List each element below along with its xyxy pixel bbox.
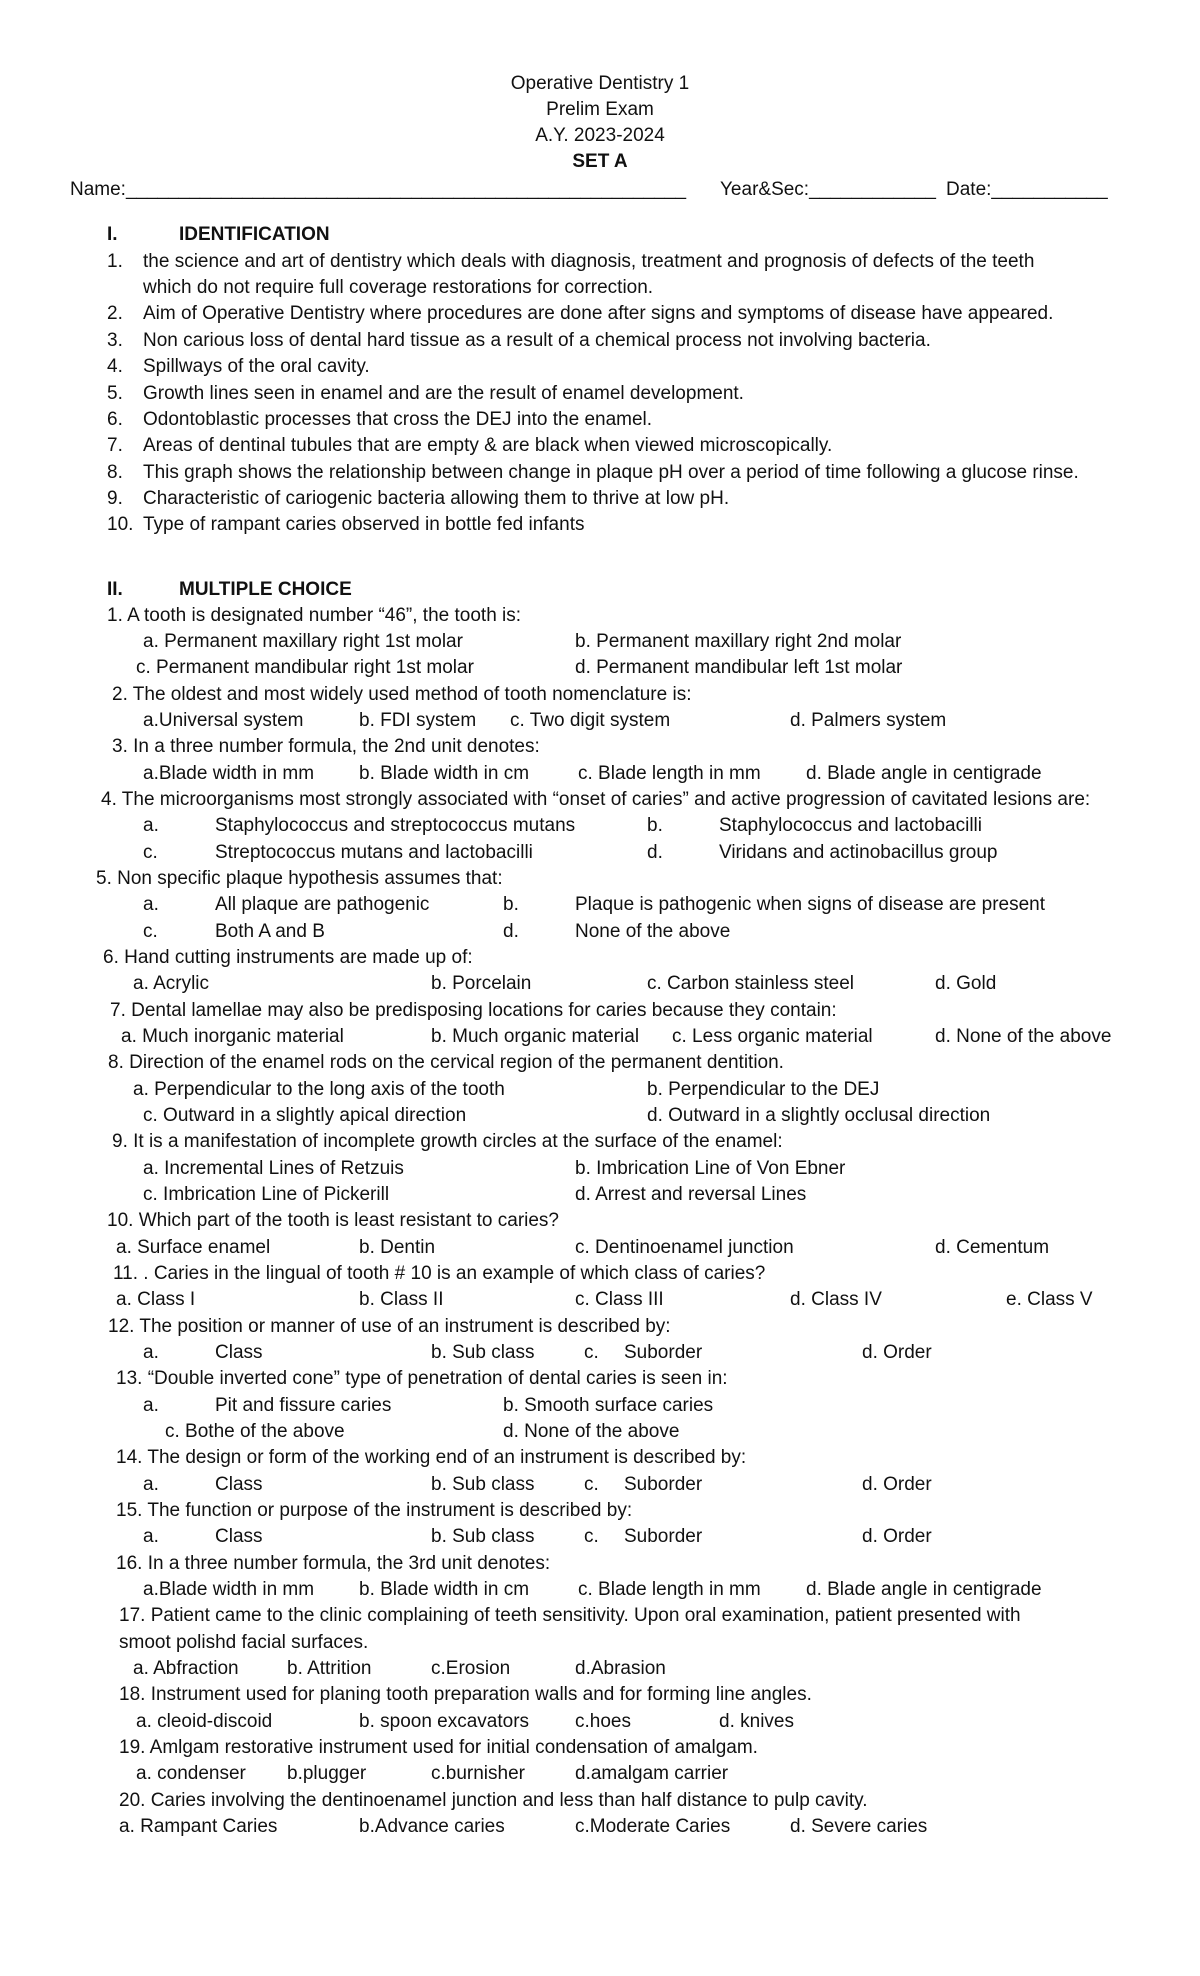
multiple-choice-line: c. <box>143 842 158 863</box>
multiple-choice-line: b. Permanent maxillary right 2nd molar <box>575 631 902 652</box>
multiple-choice-line: Suborder <box>624 1474 703 1495</box>
identification-item-number: 5. <box>107 383 123 404</box>
multiple-choice-line: 14. The design or form of the working end of an instrument is described by: <box>116 1447 747 1468</box>
multiple-choice-line: c.Moderate Caries <box>575 1816 731 1837</box>
multiple-choice-line: b. Sub class <box>431 1526 535 1547</box>
multiple-choice-line: b. Perpendicular to the DEJ <box>647 1079 880 1100</box>
multiple-choice-line: c. Less organic material <box>672 1026 873 1047</box>
multiple-choice-line: Class <box>215 1526 263 1547</box>
multiple-choice-line: 7. Dental lamellae may also be predisposing locations for caries because they contain: <box>110 1000 837 1021</box>
multiple-choice-line: smoot polishd facial surfaces. <box>119 1632 369 1653</box>
multiple-choice-line: b. Dentin <box>359 1237 436 1258</box>
course-title: Operative Dentistry 1 <box>510 73 690 94</box>
multiple-choice-line: a.Universal system <box>143 710 304 731</box>
multiple-choice-line: 1. A tooth is designated number “46”, the tooth is: <box>107 605 522 626</box>
multiple-choice-line: c. <box>584 1342 599 1363</box>
multiple-choice-line: b. FDI system <box>359 710 477 731</box>
multiple-choice-line: Staphylococcus and lactobacilli <box>719 815 982 836</box>
multiple-choice-line: c. Carbon stainless steel <box>647 973 854 994</box>
multiple-choice-line: d. Permanent mandibular left 1st molar <box>575 657 903 678</box>
multiple-choice-line: d. knives <box>719 1711 794 1732</box>
identification-item-number: 2. <box>107 303 123 324</box>
multiple-choice-line: 13. “Double inverted cone” type of penetration of dental caries is seen in: <box>116 1368 728 1389</box>
multiple-choice-line: d. Outward in a slightly occlusal direction <box>647 1105 991 1126</box>
multiple-choice-line: a. Acrylic <box>133 973 210 994</box>
multiple-choice-line: c. Two digit system <box>510 710 671 731</box>
multiple-choice-line: a. Surface enamel <box>116 1237 271 1258</box>
multiple-choice-line: c. Blade length in mm <box>578 763 761 784</box>
identification-item-text: Aim of Operative Dentistry where procedures are done after signs and symptoms of disease have appeared. <box>143 303 1054 324</box>
identification-item-text: Non carious loss of dental hard tissue as a result of a chemical process not involving bacteria. <box>143 330 931 351</box>
identification-item-text: This graph shows the relationship between change in plaque pH over a period of time following a glucose rinse. <box>143 462 1079 483</box>
multiple-choice-line: a. <box>143 1342 159 1363</box>
multiple-choice-line: d. Palmers system <box>790 710 947 731</box>
multiple-choice-line: b. Blade width in cm <box>359 763 530 784</box>
identification-item-text: Odontoblastic processes that cross the DEJ into the enamel. <box>143 409 653 430</box>
multiple-choice-line: a. Rampant Caries <box>119 1816 278 1837</box>
multiple-choice-line: b. <box>647 815 663 836</box>
identification-item-text: the science and art of dentistry which deals with diagnosis, treatment and prognosis of defects of the teeth <box>143 251 1035 272</box>
multiple-choice-line: c.Erosion <box>431 1658 511 1679</box>
identification-item-number: 8. <box>107 462 123 483</box>
multiple-choice-line: b. Porcelain <box>431 973 532 994</box>
multiple-choice-line: a. <box>143 894 159 915</box>
multiple-choice-line: b. Sub class <box>431 1342 535 1363</box>
multiple-choice-line: d. Order <box>862 1474 932 1495</box>
academic-year: A.Y. 2023-2024 <box>535 125 665 146</box>
multiple-choice-line: a. Permanent maxillary right 1st molar <box>143 631 463 652</box>
multiple-choice-line: a. <box>143 1526 159 1547</box>
multiple-choice-line: b. Much organic material <box>431 1026 640 1047</box>
multiple-choice-line: All plaque are pathogenic <box>215 894 430 915</box>
multiple-choice-line: c.hoes <box>575 1711 631 1732</box>
identification-item-number: 4. <box>107 356 123 377</box>
identification-item-number: 6. <box>107 409 123 430</box>
multiple-choice-line: b. Attrition <box>287 1658 372 1679</box>
date-field: Date:___________ <box>946 179 1108 200</box>
multiple-choice-line: c. Bothe of the above <box>165 1421 345 1442</box>
multiple-choice-line: d. Blade angle in centigrade <box>806 1579 1042 1600</box>
multiple-choice-line: b. Sub class <box>431 1474 535 1495</box>
multiple-choice-line: 19. Amlgam restorative instrument used for initial condensation of amalgam. <box>119 1737 758 1758</box>
multiple-choice-line: c. <box>584 1526 599 1547</box>
identification-item-text: Growth lines seen in enamel and are the result of enamel development. <box>143 383 744 404</box>
multiple-choice-line: d. Gold <box>935 973 997 994</box>
multiple-choice-line: Plaque is pathogenic when signs of disease are present <box>575 894 1046 915</box>
section-2-title: MULTIPLE CHOICE <box>179 579 352 600</box>
section-2-number: II. <box>107 579 123 600</box>
multiple-choice-line: Class <box>215 1474 263 1495</box>
multiple-choice-line: d. Order <box>862 1342 932 1363</box>
multiple-choice-line: 11. . Caries in the lingual of tooth # 10 is an example of which class of caries? <box>113 1263 766 1284</box>
multiple-choice-line: d. Cementum <box>935 1237 1050 1258</box>
multiple-choice-line: 4. The microorganisms most strongly associated with “onset of caries” and active progression of cavitated lesions are: <box>101 789 1091 810</box>
multiple-choice-line: d. Blade angle in centigrade <box>806 763 1042 784</box>
identification-item-number: 9. <box>107 488 123 509</box>
multiple-choice-line: a. Class I <box>116 1289 196 1310</box>
multiple-choice-line: a. <box>143 1395 159 1416</box>
identification-item-text: which do not require full coverage restorations for correction. <box>143 277 654 298</box>
multiple-choice-line: b. Smooth surface caries <box>503 1395 714 1416</box>
multiple-choice-line: 10. Which part of the tooth is least resistant to caries? <box>107 1210 560 1231</box>
exam-set: SET A <box>572 151 628 172</box>
multiple-choice-line: 20. Caries involving the dentinoenamel junction and less than half distance to pulp cavity. <box>119 1790 868 1811</box>
multiple-choice-line: a.Blade width in mm <box>143 1579 315 1600</box>
multiple-choice-line: a. Incremental Lines of Retzuis <box>143 1158 404 1179</box>
multiple-choice-line: 12. The position or manner of use of an instrument is described by: <box>108 1316 671 1337</box>
multiple-choice-line: a. condenser <box>136 1763 246 1784</box>
multiple-choice-line: 9. It is a manifestation of incomplete growth circles at the surface of the enamel: <box>112 1131 783 1152</box>
multiple-choice-line: b. <box>503 894 519 915</box>
multiple-choice-line: 15. The function or purpose of the instrument is described by: <box>116 1500 633 1521</box>
identification-item-text: Characteristic of cariogenic bacteria allowing them to thrive at low pH. <box>143 488 730 509</box>
exam-title: Prelim Exam <box>546 99 654 120</box>
multiple-choice-line: a. Perpendicular to the long axis of the tooth <box>133 1079 505 1100</box>
multiple-choice-line: b. Imbrication Line of Von Ebner <box>575 1158 846 1179</box>
identification-item-text: Spillways of the oral cavity. <box>143 356 370 377</box>
multiple-choice-line: c. <box>584 1474 599 1495</box>
multiple-choice-line: c. Blade length in mm <box>578 1579 761 1600</box>
multiple-choice-line: 18. Instrument used for planing tooth preparation walls and for forming line angles. <box>119 1684 812 1705</box>
identification-item-text: Areas of dentinal tubules that are empty & are black when viewed microscopically. <box>143 435 833 456</box>
multiple-choice-line: d. Class IV <box>790 1289 882 1310</box>
multiple-choice-line: Streptococcus mutans and lactobacilli <box>215 842 533 863</box>
multiple-choice-line: 17. Patient came to the clinic complaining of teeth sensitivity. Upon oral examination, patient presented with <box>119 1605 1021 1626</box>
multiple-choice-line: d. <box>647 842 663 863</box>
identification-item-text: Type of rampant caries observed in bottle fed infants <box>143 514 585 535</box>
multiple-choice-line: Both A and B <box>215 921 325 942</box>
section-1-number: I. <box>107 224 118 245</box>
multiple-choice-line: c.burnisher <box>431 1763 525 1784</box>
multiple-choice-line: Viridans and actinobacillus group <box>719 842 998 863</box>
multiple-choice-line: d. <box>503 921 519 942</box>
multiple-choice-line: 6. Hand cutting instruments are made up of: <box>103 947 473 968</box>
multiple-choice-line: c. Dentinoenamel junction <box>575 1237 794 1258</box>
multiple-choice-line: c. Imbrication Line of Pickerill <box>143 1184 390 1205</box>
multiple-choice-line: d. Severe caries <box>790 1816 928 1837</box>
multiple-choice-line: Pit and fissure caries <box>215 1395 392 1416</box>
multiple-choice-line: d. None of the above <box>503 1421 680 1442</box>
identification-item-number: 7. <box>107 435 123 456</box>
multiple-choice-line: d.Abrasion <box>575 1658 666 1679</box>
name-field: Name:_____________________________________________________ <box>70 179 687 200</box>
multiple-choice-line: c. <box>143 921 158 942</box>
multiple-choice-line: b.plugger <box>287 1763 367 1784</box>
section-1-title: IDENTIFICATION <box>179 224 330 245</box>
multiple-choice-line: a.Blade width in mm <box>143 763 315 784</box>
multiple-choice-line: 16. In a three number formula, the 3rd unit denotes: <box>116 1553 551 1574</box>
multiple-choice-line: d. Arrest and reversal Lines <box>575 1184 807 1205</box>
multiple-choice-line: Suborder <box>624 1526 703 1547</box>
year-section-field: Year&Sec:____________ <box>720 179 936 200</box>
multiple-choice-line: a. Abfraction <box>133 1658 239 1679</box>
identification-item-number: 1. <box>107 251 123 272</box>
multiple-choice-line: b. Class II <box>359 1289 444 1310</box>
multiple-choice-line: b. Blade width in cm <box>359 1579 530 1600</box>
multiple-choice-line: a. Much inorganic material <box>121 1026 344 1047</box>
multiple-choice-line: d. None of the above <box>935 1026 1112 1047</box>
multiple-choice-line: c. Class III <box>575 1289 664 1310</box>
multiple-choice-line: None of the above <box>575 921 731 942</box>
multiple-choice-line: 3. In a three number formula, the 2nd unit denotes: <box>112 736 540 757</box>
multiple-choice-line: a. <box>143 1474 159 1495</box>
multiple-choice-line: b. spoon excavators <box>359 1711 530 1732</box>
multiple-choice-line: d.amalgam carrier <box>575 1763 729 1784</box>
multiple-choice-line: Class <box>215 1342 263 1363</box>
identification-item-number: 10. <box>107 514 134 535</box>
multiple-choice-line: c. Permanent mandibular right 1st molar <box>136 657 474 678</box>
multiple-choice-line: a. <box>143 815 159 836</box>
multiple-choice-line: c. Outward in a slightly apical direction <box>143 1105 467 1126</box>
multiple-choice-line: a. cleoid-discoid <box>136 1711 273 1732</box>
multiple-choice-line: Suborder <box>624 1342 703 1363</box>
multiple-choice-line: 5. Non specific plaque hypothesis assumes that: <box>96 868 503 889</box>
multiple-choice-line: b.Advance caries <box>359 1816 505 1837</box>
multiple-choice-line: 8. Direction of the enamel rods on the cervical region of the permanent dentition. <box>108 1052 784 1073</box>
multiple-choice-line: e. Class V <box>1006 1289 1093 1310</box>
multiple-choice-line: d. Order <box>862 1526 932 1547</box>
multiple-choice-line: Staphylococcus and streptococcus mutans <box>215 815 576 836</box>
identification-item-number: 3. <box>107 330 123 351</box>
multiple-choice-line: 2. The oldest and most widely used method of tooth nomenclature is: <box>112 684 692 705</box>
